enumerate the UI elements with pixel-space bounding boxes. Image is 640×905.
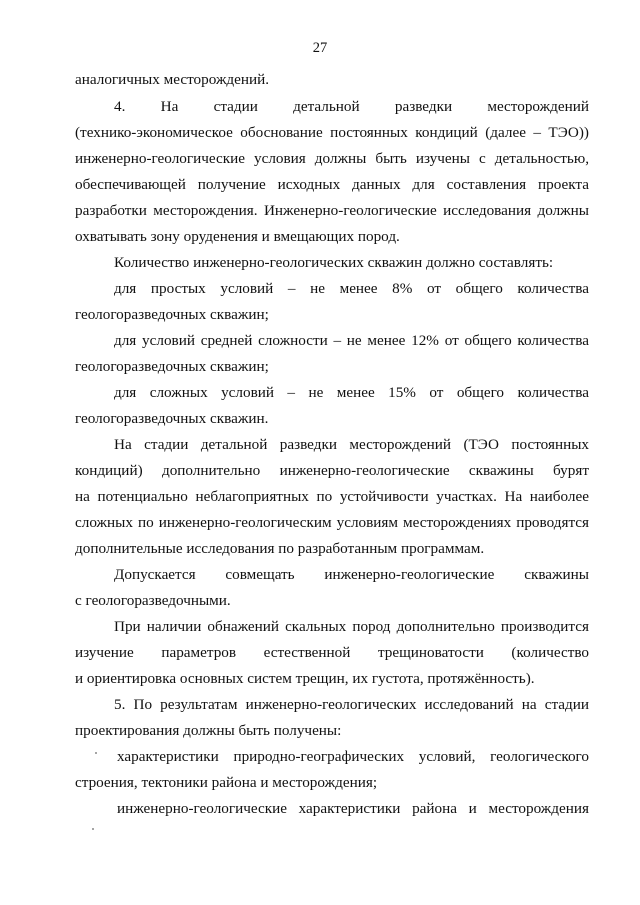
text-line: Допускается совмещать инженерно-геологические скважины: [114, 566, 589, 583]
text-line: (технико-экономическое обоснование постоянных кондиций (далее – ТЭО)): [75, 124, 589, 141]
text-line: геологоразведочных скважин.: [75, 410, 269, 427]
text-line: инженерно-геологические характеристики района и месторождения: [117, 800, 589, 817]
text-line: для сложных условий – не менее 15% от общего количества: [114, 384, 589, 401]
text-line: инженерно-геологические условия должны быть изучены с детальностью,: [75, 150, 589, 167]
text-line: 5. По результатам инженерно-геологических исследований на стадии: [114, 696, 589, 713]
text-line: и ориентировка основных систем трещин, их густота, протяжённость).: [75, 670, 535, 687]
text-line: проектирования должны быть получены:: [75, 722, 342, 739]
text-line: для простых условий – не менее 8% от общего количества: [114, 280, 589, 297]
scan-speck: [95, 752, 97, 754]
text-line: строения, тектоники района и месторождения;: [75, 774, 378, 791]
text-line: с геологоразведочными.: [75, 592, 231, 609]
text-line: характеристики природно-географических условий, геологического: [117, 748, 589, 765]
text-line: геологоразведочных скважин;: [75, 358, 269, 375]
text-line: изучение параметров естественной трещиноватости (количество: [75, 644, 589, 661]
text-line: На стадии детальной разведки месторождений (ТЭО постоянных: [114, 436, 589, 453]
text-line: обеспечивающей получение исходных данных для составления проекта: [75, 176, 589, 193]
text-line: разработки месторождения. Инженерно-геологические исследования должны: [75, 202, 589, 219]
text-line: на потенциально неблагоприятных по устойчивости участках. На наиболее: [75, 488, 589, 505]
scan-speck: [92, 828, 94, 830]
text-line: кондиций) дополнительно инженерно-геологические скважины бурят: [75, 462, 589, 479]
text-line: Количество инженерно-геологических скважин должно составлять:: [114, 254, 554, 271]
text-line: дополнительные исследования по разработанным программам.: [75, 540, 485, 557]
page-number: 27: [312, 40, 328, 56]
text-line: сложных по инженерно-геологическим условиям месторождениях проводятся: [75, 514, 589, 531]
text-line: 4. На стадии детальной разведки месторождений: [114, 98, 589, 115]
text-line: для условий средней сложности – не менее 12% от общего количества: [114, 332, 589, 349]
text-line: геологоразведочных скважин;: [75, 306, 269, 323]
text-line: При наличии обнажений скальных пород дополнительно производится: [114, 618, 589, 635]
text-line: аналогичных месторождений.: [75, 71, 270, 88]
text-line: охватывать зону оруденения и вмещающих пород.: [75, 228, 400, 245]
